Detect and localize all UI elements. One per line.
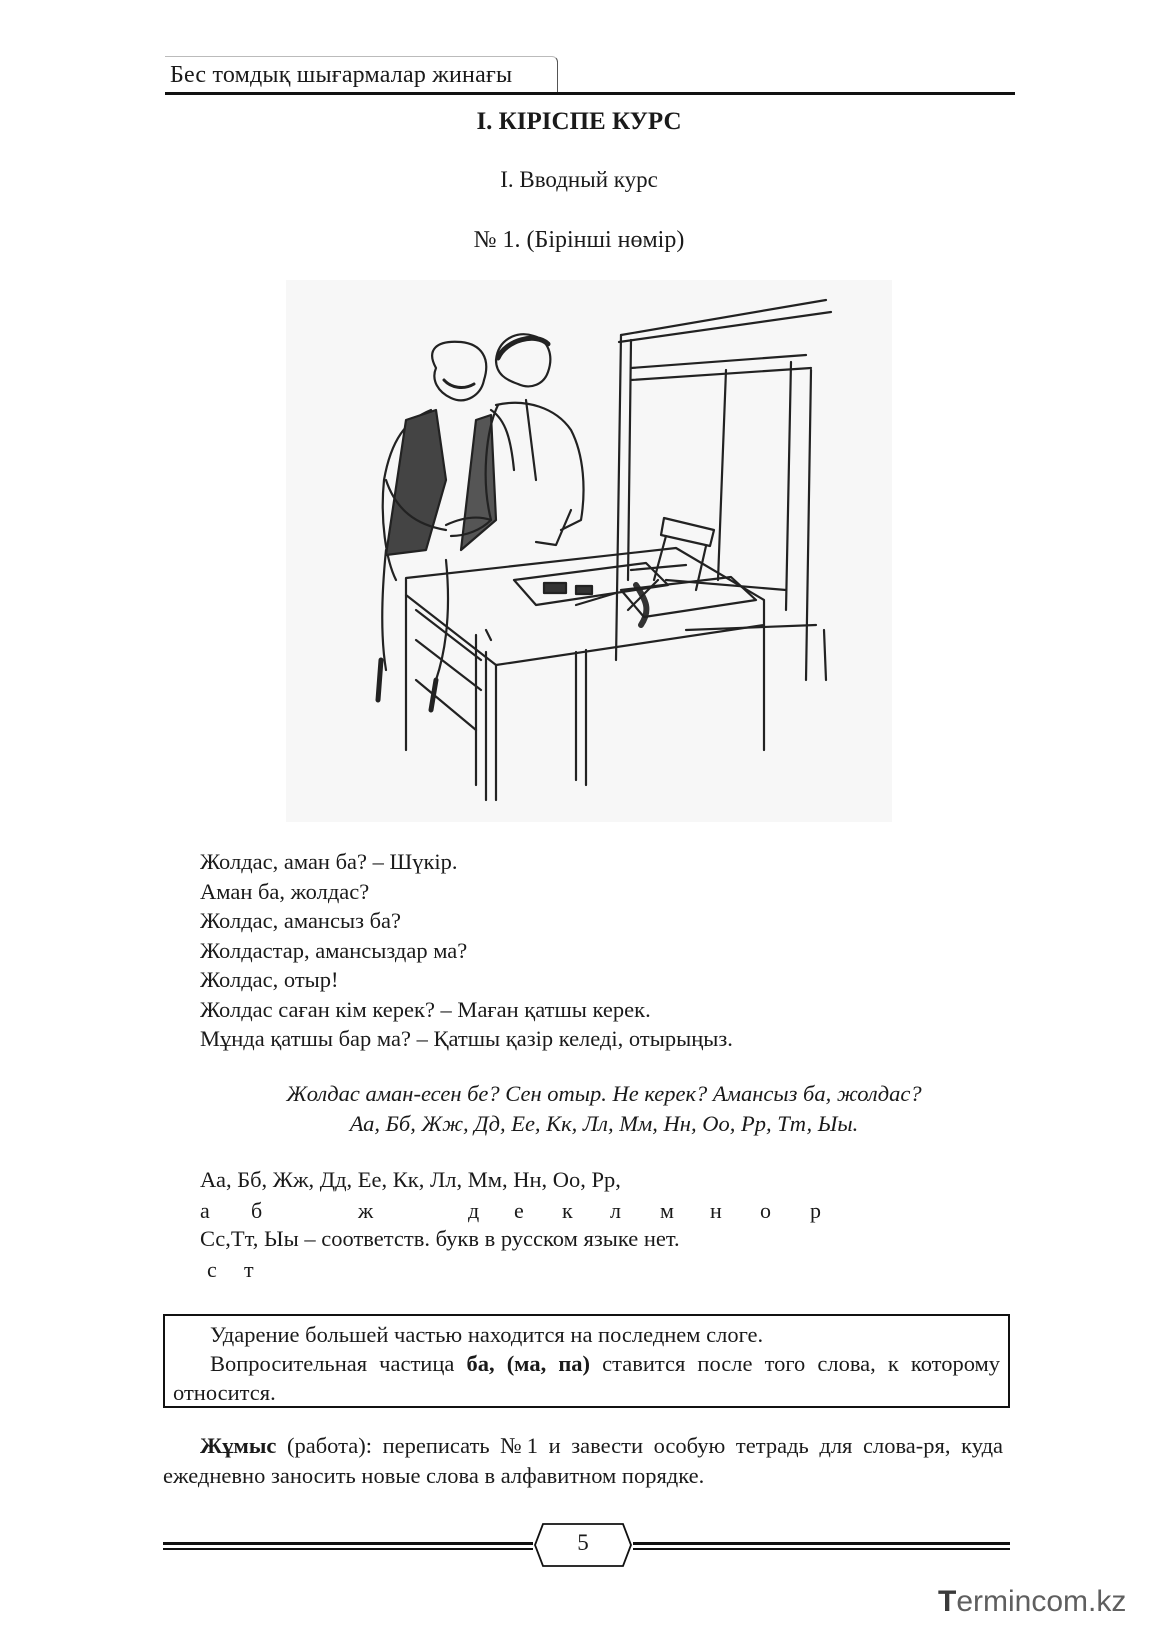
footer-rule-left-thin xyxy=(163,1548,533,1550)
russic-letter: д xyxy=(468,1198,480,1223)
handshake-at-desk-illustration xyxy=(286,280,892,822)
alphabet-line-1: Аа, Бб, Жж, Дд, Ее, Кк, Лл, Мм, Нн, Оо, Рр, xyxy=(200,1167,621,1192)
note-text: ставится после того слова, к которому относится. xyxy=(173,1351,1001,1405)
terminkom-watermark xyxy=(938,1585,1126,1619)
dialogue-line: Жолдастар, амансыздар ма? xyxy=(200,937,468,963)
italic-summary xyxy=(25,1079,1158,1139)
dialogue-line: Жолдас саған кім керек? – Маған қатшы керек. xyxy=(200,996,651,1022)
note-text: Вопросительная частица xyxy=(210,1351,467,1376)
dialogue-line: Аман ба, жолдас? xyxy=(200,878,370,904)
work-text: (работа): переписать №1 и завести особую тетрадь для слова-ря, куда ежедневно заносить новые слова в алфавитном порядке. xyxy=(163,1433,1003,1488)
dialogue-line: Жолдас, отыр! xyxy=(200,967,339,992)
dialogue-line: Жолдас, аман ба? – Шүкір. xyxy=(200,849,458,874)
watermark-text: m.kz xyxy=(1063,1585,1127,1618)
dialogue-line: Мұнда қатшы бар ма? – Қатшы қазір келеді, отырыңыз. xyxy=(200,1026,733,1051)
russic-letter: н xyxy=(710,1198,722,1223)
page-footer xyxy=(163,1520,1010,1580)
footer-rule-left xyxy=(163,1542,533,1545)
russic-letter: б xyxy=(251,1198,263,1223)
page-number-frame xyxy=(533,1520,633,1570)
page-number: 5 xyxy=(577,1530,589,1555)
watermark-letter: T xyxy=(938,1585,957,1618)
russic-letter: м xyxy=(660,1198,674,1223)
note-line-1: Ударение большей частью находится на последнем слоге. xyxy=(210,1322,764,1347)
russic-letter: ж xyxy=(358,1198,374,1223)
work-label: Жұмыс xyxy=(200,1433,277,1458)
russic-letter: л xyxy=(610,1198,621,1223)
sub-heading: I. Вводный курс xyxy=(500,167,658,192)
alphabet-line-2: Сс,Тт, Ыы – соответств. букв в русском языке нет. xyxy=(200,1226,680,1251)
russic-letter: к xyxy=(562,1198,573,1223)
italic-line: Жолдас аман-есен бе? Сен отыр. Не керек? Амансыз ба, жолдас? xyxy=(286,1081,922,1106)
dialogue-line: Жолдас, амансыз ба? xyxy=(200,908,402,933)
header-rule xyxy=(165,92,1015,95)
main-heading: I. КІРІСПЕ КУРС xyxy=(476,108,682,135)
footer-rule-right xyxy=(633,1542,1010,1545)
russic-letter: с xyxy=(207,1257,217,1282)
footer-rule-right-thin xyxy=(633,1548,1010,1550)
note-particles: ба, (ма, па) xyxy=(466,1351,591,1376)
work-assignment xyxy=(163,1431,1003,1491)
russic-letter: т xyxy=(244,1257,254,1282)
russic-letter: а xyxy=(200,1198,210,1223)
book-title: Бес томдық шығармалар жинағы xyxy=(170,62,513,88)
russic-letter: о xyxy=(760,1198,771,1223)
magnifier-icon: o xyxy=(1046,1585,1064,1618)
watermark-text: erminc xyxy=(956,1585,1047,1618)
dialogue-block xyxy=(200,847,733,1054)
russic-letter: е xyxy=(514,1198,524,1223)
note-line-2 xyxy=(173,1349,1000,1407)
lesson-number: № 1. (Бірінші нөмір) xyxy=(473,227,685,253)
russic-letter: р xyxy=(810,1198,821,1223)
running-header xyxy=(165,56,1015,96)
italic-line: Аа, Бб, Жж, Дд, Ее, Кк, Лл, Мм, Нн, Оо, Рр, Тт, Ыы. xyxy=(349,1111,859,1136)
grammar-note-box xyxy=(163,1314,1010,1408)
